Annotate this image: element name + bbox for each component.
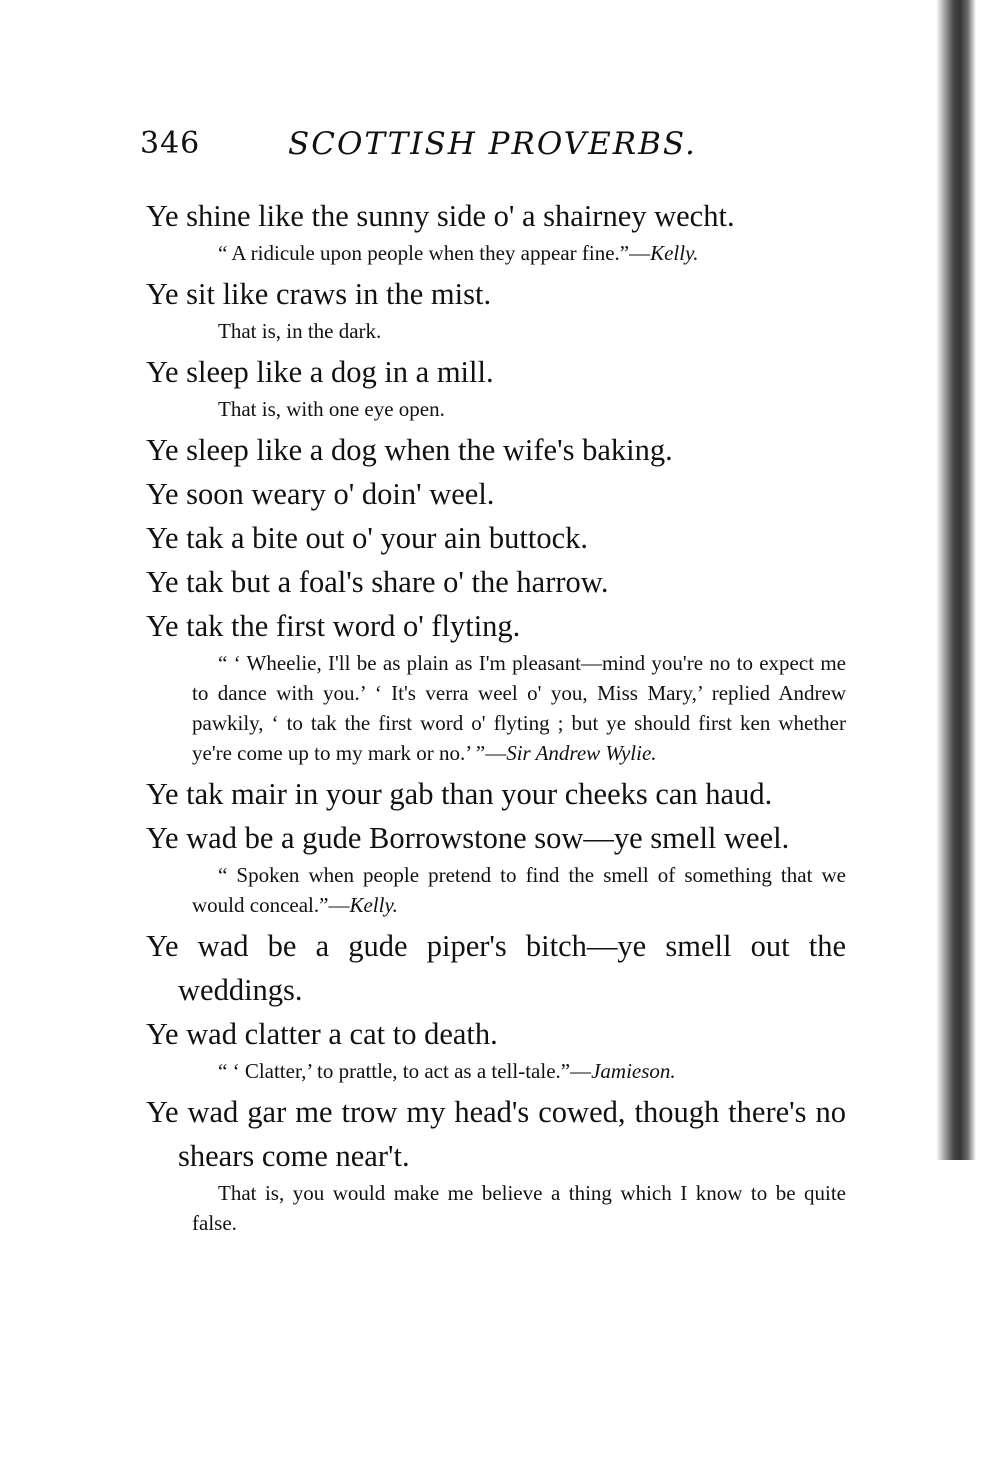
note-text: “ Spoken when people pretend to find the smell of something that we would conceal.”— xyxy=(192,863,846,917)
note-text: “ A ridicule upon people when they appear fine.”— xyxy=(218,241,651,265)
proverb-entry xyxy=(146,816,846,920)
proverb-text: Ye shine like the sunny side o' a shairney wecht. xyxy=(146,199,735,233)
proverb-entry xyxy=(146,272,846,346)
book-spine-shadow xyxy=(936,0,976,1160)
proverb-text: Ye wad gar me trow my head's cowed, though there's no shears come near't. xyxy=(146,1095,846,1173)
running-title: SCOTTISH PROVERBS. xyxy=(288,126,697,162)
proverb-entry xyxy=(146,1090,846,1238)
proverb-entry xyxy=(146,428,846,472)
proverb-text: Ye tak but a foal's share o' the harrow. xyxy=(146,565,609,599)
proverb-text: Ye wad be a gude piper's bitch—ye smell out the weddings. xyxy=(146,929,846,1007)
proverb-text: Ye sleep like a dog when the wife's baking. xyxy=(146,433,673,467)
page-header xyxy=(140,126,860,176)
proverb-note: That is, in the dark. xyxy=(218,319,382,343)
note-text: “ ‘ Wheelie, I'll be as plain as I'm pleasant—mind you're no to expect me to dance with you.’ ‘ It's verra weel o' you, Miss Mary,’ replied Andrew pawkily, ‘ to tak the first word o' flyting ; but ye should first ken whether ye're come up to my mark or no.’ ”— xyxy=(192,651,846,765)
proverb-note xyxy=(192,860,846,920)
proverb-note xyxy=(192,1056,846,1086)
proverb-text: Ye tak the first word o' flyting. xyxy=(146,609,521,643)
proverb-note xyxy=(192,648,846,768)
proverb-list xyxy=(146,194,846,1242)
proverb-entry xyxy=(146,604,846,768)
proverb-note: That is, with one eye open. xyxy=(218,397,445,421)
proverb-entry xyxy=(146,194,846,268)
proverb-text: Ye wad clatter a cat to death. xyxy=(146,1017,498,1051)
proverb-text: Ye soon weary o' doin' weel. xyxy=(146,477,495,511)
proverb-note xyxy=(192,238,846,268)
note-citation: Sir Andrew Wylie. xyxy=(506,741,657,765)
page-number: 346 xyxy=(140,126,201,161)
proverb-entry xyxy=(146,516,846,560)
proverb-text: Ye wad be a gude Borrowstone sow—ye smell weel. xyxy=(146,821,790,855)
proverb-entry xyxy=(146,560,846,604)
proverb-entry xyxy=(146,1012,846,1086)
proverb-note: That is, you would make me believe a thing which I know to be quite false. xyxy=(192,1181,846,1235)
note-citation: Kelly. xyxy=(650,241,699,265)
proverb-text: Ye sit like craws in the mist. xyxy=(146,277,492,311)
proverb-entry xyxy=(146,772,846,816)
proverb-text: Ye tak a bite out o' your ain buttock. xyxy=(146,521,589,555)
proverb-entry xyxy=(146,350,846,424)
note-citation: Kelly. xyxy=(349,893,398,917)
proverb-text: Ye sleep like a dog in a mill. xyxy=(146,355,494,389)
proverb-text: Ye tak mair in your gab than your cheeks can haud. xyxy=(146,777,773,811)
note-text: “ ‘ Clatter,’ to prattle, to act as a tell-tale.”— xyxy=(218,1059,592,1083)
proverb-entry xyxy=(146,924,846,1012)
proverb-entry xyxy=(146,472,846,516)
note-citation: Jamieson. xyxy=(591,1059,676,1083)
